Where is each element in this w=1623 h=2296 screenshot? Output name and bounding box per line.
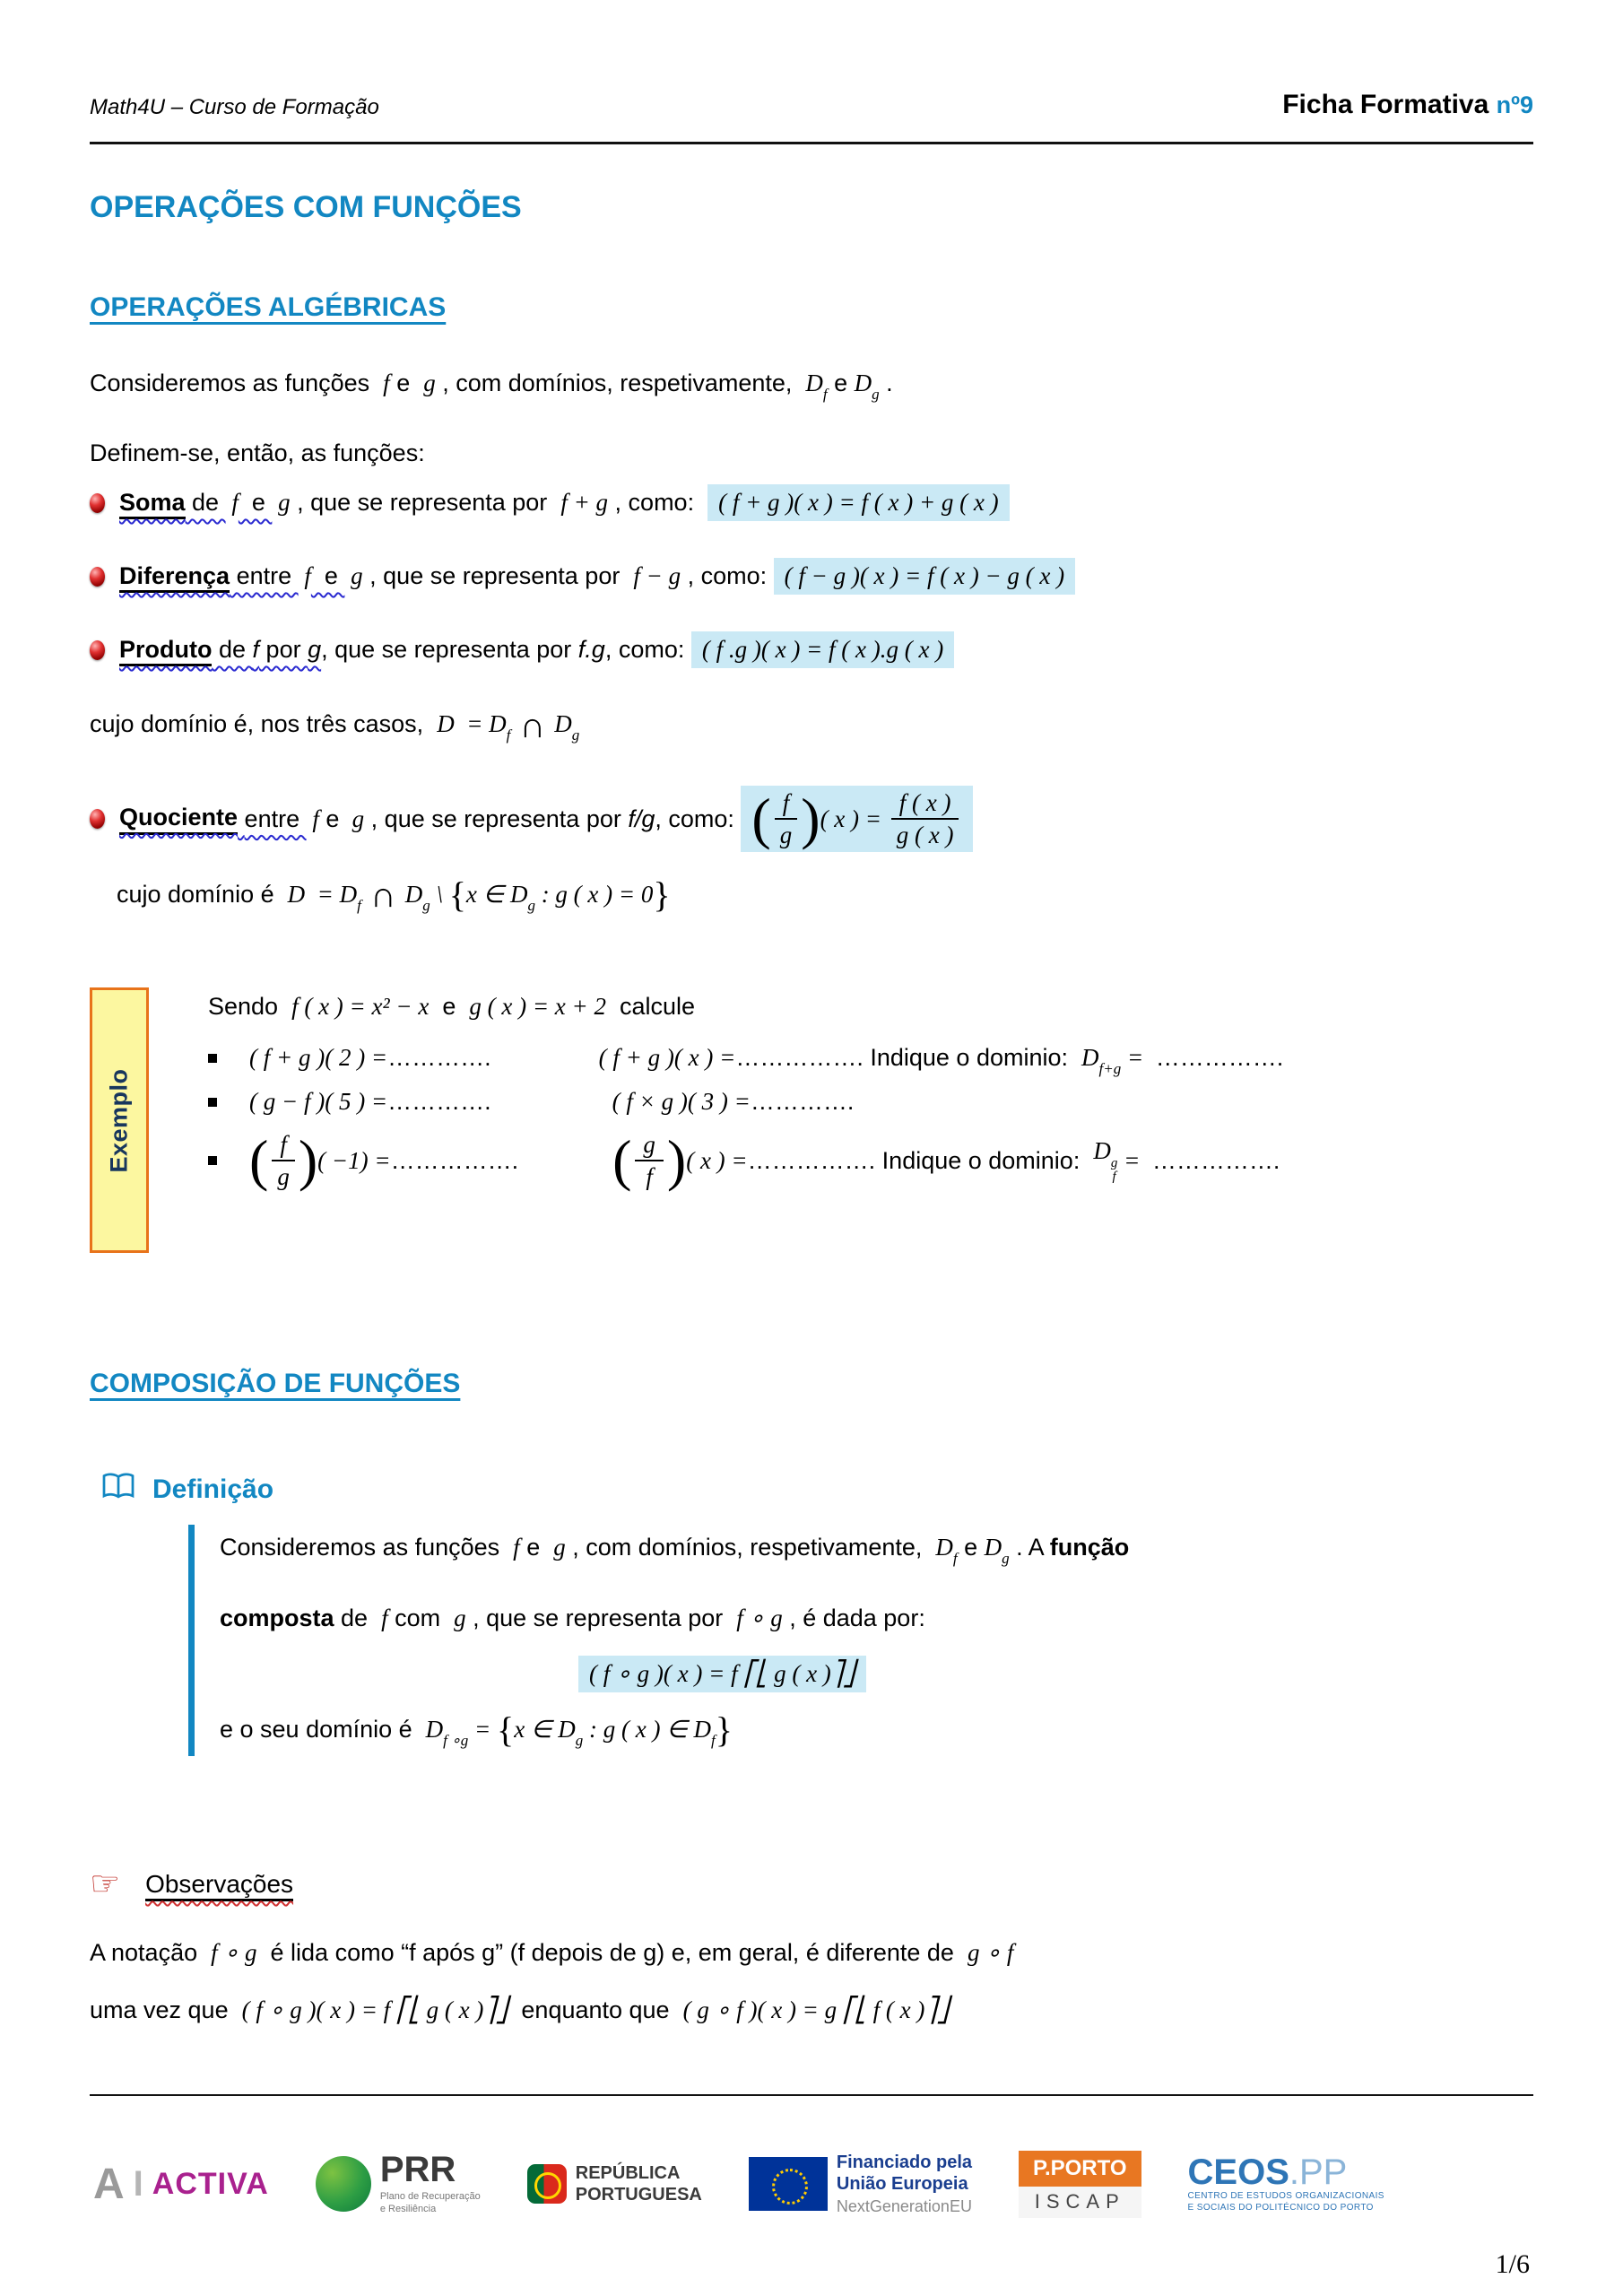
header-course-name: Math4U – Curso de Formação	[90, 95, 379, 119]
prr-wordmark: PRR	[379, 2150, 456, 2190]
open-book-icon	[100, 1473, 136, 1506]
logo-republica-portuguesa	[527, 2162, 702, 2205]
bullet-produto	[90, 631, 954, 668]
red-sphere-bullet-icon	[90, 567, 105, 587]
bullet-soma	[90, 484, 1010, 521]
definition-block	[188, 1525, 1542, 1756]
prr-subtext: Plano de Recuperação e Resiliência	[379, 2191, 481, 2214]
bullet-diferenca-text: Diferença entre f e g , que se representa por f − g , como: ( f − g )( x ) = f ( x ) − g ( x )	[119, 558, 1075, 595]
observations-paragraph-1: A notação f ∘ g é lida como “f após g” (f depois de g) e, em geral, é diferente de g ∘ f	[90, 1939, 1014, 1966]
definem-se-line: Definem-se, então, as funções:	[90, 439, 425, 466]
eu-nextgeneration-text: NextGenerationEU	[836, 2197, 972, 2215]
logo-eu-funding	[749, 2152, 972, 2216]
example-row-2-text: ( g − f )( 5 ) = …………. ( f × g )( 3 ) = ………….	[249, 1088, 855, 1115]
example-tab-label: Exemplo	[105, 1067, 133, 1173]
domain-quotient-line: cujo domínio é D = $D_f$ ∩ $D_g$ \ { x ∈ $D_g$ : g ( x ) = 0 }	[117, 874, 671, 915]
header-sheet-title-text: Ficha Formativa	[1282, 90, 1497, 119]
page-number: 1/6	[1495, 2249, 1530, 2279]
activa-wordmark: ACTIVA	[152, 2166, 269, 2201]
bullet-diferenca	[90, 558, 1075, 595]
activa-i-mark: I	[133, 2163, 143, 2204]
domain-three-cases-line: cujo domínio é, nos três casos, $D = D_f$ ∩ $D_g$	[90, 705, 580, 745]
bullet-produto-text: Produto de f por g, que se representa por f.g, como: ( f .g )( x ) = f ( x ).g ( x )	[119, 631, 954, 668]
example-lead-line: Sendo f ( x ) = x² − x e g ( x ) = x + 2 calcule	[208, 993, 696, 1020]
footer-rule	[90, 2094, 1533, 2096]
ceos-subtext-2: E SOCIAIS DO POLITÉCNICO DO PORTO	[1187, 2203, 1374, 2213]
example-row-1	[208, 1044, 1515, 1077]
header-rule	[90, 142, 1533, 144]
composition-domain-line: e o seu domínio é $D_{f \circ g}$ = { x ∈ $D_g$ : g ( x ) ∈ $D_f$ }	[220, 1709, 733, 1750]
activa-a-mark: A	[93, 2160, 125, 2208]
square-bullet-icon	[208, 1156, 217, 1165]
definition-title: Definição	[152, 1474, 274, 1504]
logo-ai-activa	[93, 2160, 269, 2209]
bullet-soma-text: Soma de f e g , que se representa por f + g , como: ( f + g )( x ) = f ( x ) + g ( x )	[119, 484, 1010, 521]
observations-header	[90, 1867, 293, 1901]
observations-title: Observações	[145, 1870, 293, 1899]
ceos-subtext-1: CENTRO DE ESTUDOS ORGANIZACIONAIS	[1187, 2191, 1384, 2201]
pporto-wordmark: P.PORTO	[1019, 2151, 1141, 2187]
red-sphere-bullet-icon	[90, 809, 105, 829]
logo-prr	[316, 2152, 481, 2216]
bullet-quociente-text: Quociente entre f e g , que se representa por f/g , como: ( $\frac{f}{g}$ ) ( x ) = $\frac{f ( x )}{g ( x )}$	[119, 786, 973, 853]
definition-paragraph-line-1: Consideremos as funções f e g , com domínios, respetivamente, $D_f$ e $D_g$ . A função	[220, 1534, 1130, 1567]
example-row-3-text: ( $\frac{f}{g}$ ) ( −1) = ……………. ( $\frac{g}{f}$ ) ( x ) = ……………. Indique o dominio: D $_{g f}$ = …………….	[249, 1128, 1280, 1193]
portugal-flag-emblem-icon	[527, 2164, 567, 2204]
square-bullet-icon	[208, 1098, 217, 1107]
pointing-hand-icon: ☞	[90, 1866, 121, 1903]
square-bullet-icon	[208, 1054, 217, 1063]
example-box	[90, 980, 1515, 1260]
header-sheet-number: nº9	[1496, 91, 1533, 118]
ceos-wordmark: CEOS.PP	[1187, 2152, 1348, 2192]
eu-funding-line-2: União Europeia	[836, 2174, 968, 2194]
prr-circle-icon	[316, 2156, 371, 2212]
red-sphere-bullet-icon	[90, 640, 105, 660]
composition-formula: ( f ∘ g )( x ) = f ⎡⎣ g ( x )⎤⎦	[578, 1656, 1542, 1692]
logo-ceos-pp	[1188, 2154, 1384, 2213]
iscap-wordmark: ISCAP	[1019, 2187, 1141, 2218]
bullet-quociente	[90, 770, 973, 868]
logo-pporto-iscap	[1019, 2151, 1141, 2218]
red-sphere-bullet-icon	[90, 493, 105, 513]
header-sheet-title	[1282, 90, 1533, 120]
republica-wordmark: REPÚBLICA PORTUGUESA	[575, 2163, 702, 2205]
eu-funding-line-1: Financiado pela	[836, 2152, 973, 2172]
example-body	[208, 980, 1515, 1193]
example-row-2	[208, 1088, 1515, 1116]
page-title: OPERAÇÕES COM FUNÇÕES	[90, 190, 522, 224]
example-row-1-text: ( f + g )( 2 ) = …………. ( f + g )( x ) = ……………. Indique o dominio: $D_{f+g}$ = …………….	[249, 1044, 1284, 1077]
section-heading-composicao: COMPOSIÇÃO DE FUNÇÕES	[90, 1369, 461, 1398]
section-heading-operacoes-algebricas: OPERAÇÕES ALGÉBRICAS	[90, 292, 447, 322]
example-tab	[90, 987, 149, 1253]
eu-flag-icon	[749, 2157, 828, 2211]
observations-paragraph-2: uma vez que ( f ∘ g )( x ) = f ⎡⎣ g ( x )⎤⎦ enquanto que ( g ∘ f )( x ) = g ⎡⎣ f ( x )⎤⎦	[90, 1996, 950, 2023]
definition-header	[100, 1473, 273, 1506]
intro-paragraph: Consideremos as funções f e g , com domínios, respetivamente, $D_f$ e $D_g$ .	[90, 370, 893, 403]
definition-paragraph-line-2: composta de f com g , que se representa por f ∘ g , é dada por:	[220, 1605, 925, 1631]
example-row-3	[208, 1128, 1515, 1193]
footer-logos	[93, 2117, 1384, 2251]
